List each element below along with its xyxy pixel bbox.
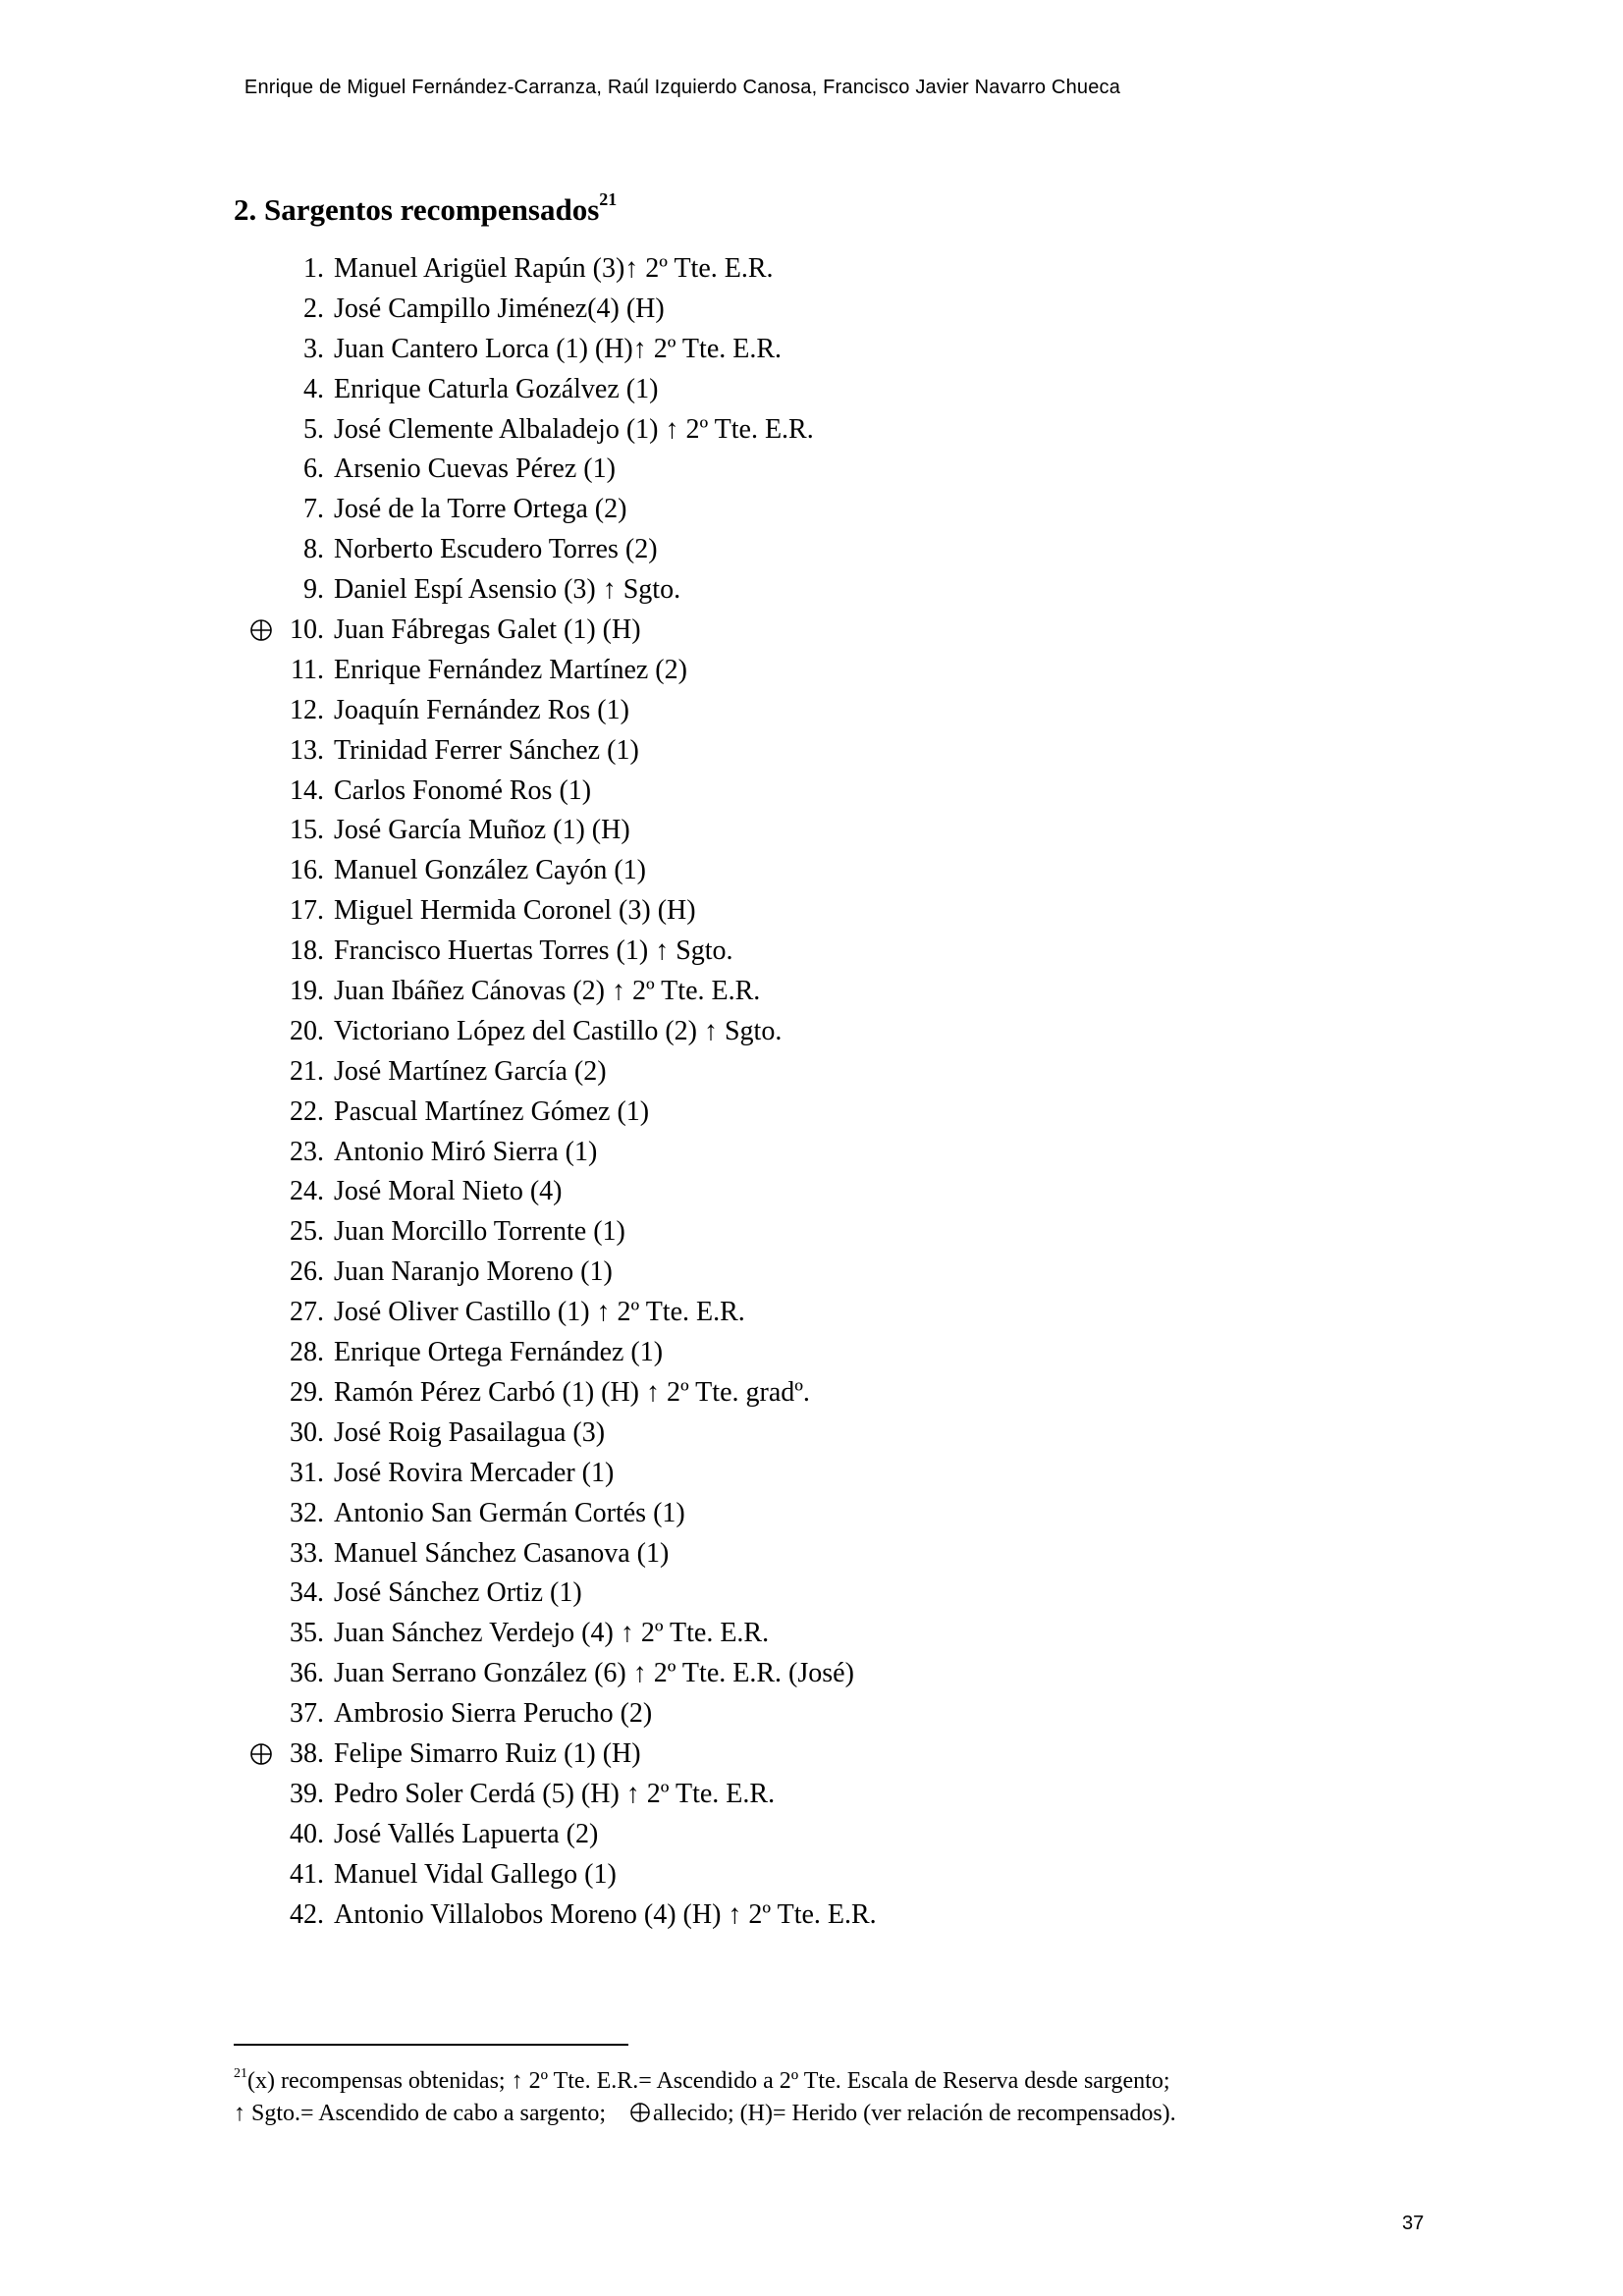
list-item-number: 21. xyxy=(290,1055,324,1087)
list-item-text: Ambrosio Sierra Perucho (2) xyxy=(334,1698,653,1730)
list-item-number: 33. xyxy=(290,1537,324,1569)
list-item-number: 2. xyxy=(303,293,324,324)
list-item-number: 37. xyxy=(290,1698,324,1730)
list-item-text: Joaquín Fernández Ros (1) xyxy=(334,694,629,725)
list-item-number: 15. xyxy=(290,815,324,846)
list-item-text: Juan Cantero Lorca (1) (H)↑ 2º Tte. E.R. xyxy=(334,333,783,364)
list-item-number: 4. xyxy=(303,373,324,404)
list-item-text: Arsenio Cuevas Pérez (1) xyxy=(334,454,616,485)
list-item-text: Norberto Escudero Torres (2) xyxy=(334,534,658,565)
list-item-text: Juan Ibáñez Cánovas (2) ↑ 2º Tte. E.R. xyxy=(334,976,761,1007)
list-item-number: 35. xyxy=(290,1618,324,1649)
list-item-number: 30. xyxy=(290,1416,324,1448)
list-item-text: Enrique Fernández Martínez (2) xyxy=(334,654,687,685)
list-item-number: 10. xyxy=(290,614,324,646)
footnote-text-2b: allecido; (H)= Herido (ver relación de recompensados). xyxy=(653,2101,1176,2126)
list-item-text: Antonio Miró Sierra (1) xyxy=(334,1136,598,1167)
list-item-text: Pascual Martínez Gómez (1) xyxy=(334,1095,650,1127)
list-item-text: Juan Serrano González (6) ↑ 2º Tte. E.R. (José) xyxy=(334,1658,854,1689)
list-item-number: 17. xyxy=(290,895,324,927)
list-item-number: 19. xyxy=(290,976,324,1007)
list-item-text: Ramón Pérez Carbó (1) (H) ↑ 2º Tte. gradº. xyxy=(334,1376,810,1408)
list-item-number: 23. xyxy=(290,1136,324,1167)
list-item-text: José Moral Nieto (4) xyxy=(334,1176,563,1207)
list-item-number: 13. xyxy=(290,734,324,766)
list-item-text: José Sánchez Ortiz (1) xyxy=(334,1577,582,1609)
list-item-number: 7. xyxy=(303,494,324,525)
list-item-number: 32. xyxy=(290,1497,324,1528)
list-item-text: Miguel Hermida Coronel (3) (H) xyxy=(334,895,696,927)
list-item-number: 26. xyxy=(290,1256,324,1288)
list-item-text: Carlos Fonomé Ros (1) xyxy=(334,774,592,806)
footnote-text-2a: ↑ Sgto.= Ascendido de cabo a sargento; xyxy=(234,2101,607,2126)
list-item-text: Enrique Caturla Gozálvez (1) xyxy=(334,373,659,404)
list-item-number: 5. xyxy=(303,413,324,445)
list-item-number: 6. xyxy=(303,454,324,485)
list-item-number: 11. xyxy=(291,654,324,685)
list-item-text: José Rovira Mercader (1) xyxy=(334,1457,615,1488)
list-item-number: 27. xyxy=(290,1297,324,1328)
list-item-text: José Oliver Castillo (1) ↑ 2º Tte. E.R. xyxy=(334,1297,745,1328)
list-item-number: 41. xyxy=(290,1858,324,1890)
list-item-text: Felipe Simarro Ruiz (1) (H) xyxy=(334,1737,641,1769)
list-item-number: 39. xyxy=(290,1778,324,1809)
footnote xyxy=(234,2059,1363,2133)
list-item-number: 34. xyxy=(290,1577,324,1609)
footnote-number: 21 xyxy=(234,2066,247,2081)
list-item-text: Daniel Espí Asensio (3) ↑ Sgto. xyxy=(334,574,681,606)
list-item-text: Manuel Sánchez Casanova (1) xyxy=(334,1537,670,1569)
list-item-number: 18. xyxy=(290,935,324,967)
page-number: 37 xyxy=(1402,2213,1425,2234)
footnote-divider xyxy=(234,2044,628,2046)
list-item-number: 9. xyxy=(303,574,324,606)
list-item-number: 36. xyxy=(290,1658,324,1689)
list-item-text: José Clemente Albaladejo (1) ↑ 2º Tte. E.R. xyxy=(334,413,814,445)
list-item-text: Pedro Soler Cerdá (5) (H) ↑ 2º Tte. E.R. xyxy=(334,1778,776,1809)
list-item-number: 20. xyxy=(290,1015,324,1046)
footnote-text-1: (x) recompensas obtenidas; ↑ 2º Tte. E.R.= Ascendido a 2º Tte. Escala de Reserva desde sargento; xyxy=(247,2068,1170,2094)
list-item-text: Manuel Vidal Gallego (1) xyxy=(334,1858,617,1890)
list-item-number: 12. xyxy=(290,694,324,725)
list-item-number: 14. xyxy=(290,774,324,806)
section-title xyxy=(234,188,618,228)
list-item-number: 25. xyxy=(290,1216,324,1248)
list-item-number: 42. xyxy=(290,1898,324,1930)
list-item-text: Enrique Ortega Fernández (1) xyxy=(334,1337,664,1368)
list-item-text: Juan Sánchez Verdejo (4) ↑ 2º Tte. E.R. xyxy=(334,1618,770,1649)
list-item-number: 40. xyxy=(290,1818,324,1849)
list-item-text: Antonio San Germán Cortés (1) xyxy=(334,1497,685,1528)
list-item-text: Juan Naranjo Moreno (1) xyxy=(334,1256,613,1288)
list-item-number: 22. xyxy=(290,1095,324,1127)
list-item-number: 8. xyxy=(303,534,324,565)
list-item-text: Manuel González Cayón (1) xyxy=(334,855,646,886)
list-item-text: Juan Morcillo Torrente (1) xyxy=(334,1216,625,1248)
list-item-text: José Roig Pasailagua (3) xyxy=(334,1416,606,1448)
list-item-number: 29. xyxy=(290,1376,324,1408)
list-item-text: José Campillo Jiménez(4) (H) xyxy=(334,293,665,324)
running-header: Enrique de Miguel Fernández-Carranza, Raúl Izquierdo Canosa, Francisco Javier Navarro Chueca xyxy=(243,77,1121,98)
list-item-text: José García Muñoz (1) (H) xyxy=(334,815,630,846)
footnote-line-1 xyxy=(234,2059,1363,2098)
list-item-text: José Vallés Lapuerta (2) xyxy=(334,1818,599,1849)
section-title-text: 2. Sargentos recompensados xyxy=(234,192,600,227)
list-item-text: Juan Fábregas Galet (1) (H) xyxy=(334,614,641,646)
list-item-number: 24. xyxy=(290,1176,324,1207)
footnote-reference: 21 xyxy=(599,188,618,209)
list-item-text: José de la Torre Ortega (2) xyxy=(334,494,627,525)
list-item-text: Trinidad Ferrer Sánchez (1) xyxy=(334,734,639,766)
footnote-line-2 xyxy=(234,2098,1363,2133)
list-item-text: Manuel Arigüel Rapún (3)↑ 2º Tte. E.R. xyxy=(334,253,774,284)
list-item-number: 28. xyxy=(290,1337,324,1368)
list-item-number: 38. xyxy=(290,1737,324,1769)
list-item-text: Antonio Villalobos Moreno (4) (H) ↑ 2º Tte. E.R. xyxy=(334,1898,877,1930)
deceased-icon xyxy=(629,2101,651,2133)
list-item-number: 16. xyxy=(290,855,324,886)
list-item-number: 31. xyxy=(290,1457,324,1488)
list-item-text: Francisco Huertas Torres (1) ↑ Sgto. xyxy=(334,935,733,967)
list-item-text: José Martínez García (2) xyxy=(334,1055,607,1087)
list-item-number: 3. xyxy=(303,333,324,364)
list-item-number: 1. xyxy=(303,253,324,284)
list-item-text: Victoriano López del Castillo (2) ↑ Sgto. xyxy=(334,1015,783,1046)
